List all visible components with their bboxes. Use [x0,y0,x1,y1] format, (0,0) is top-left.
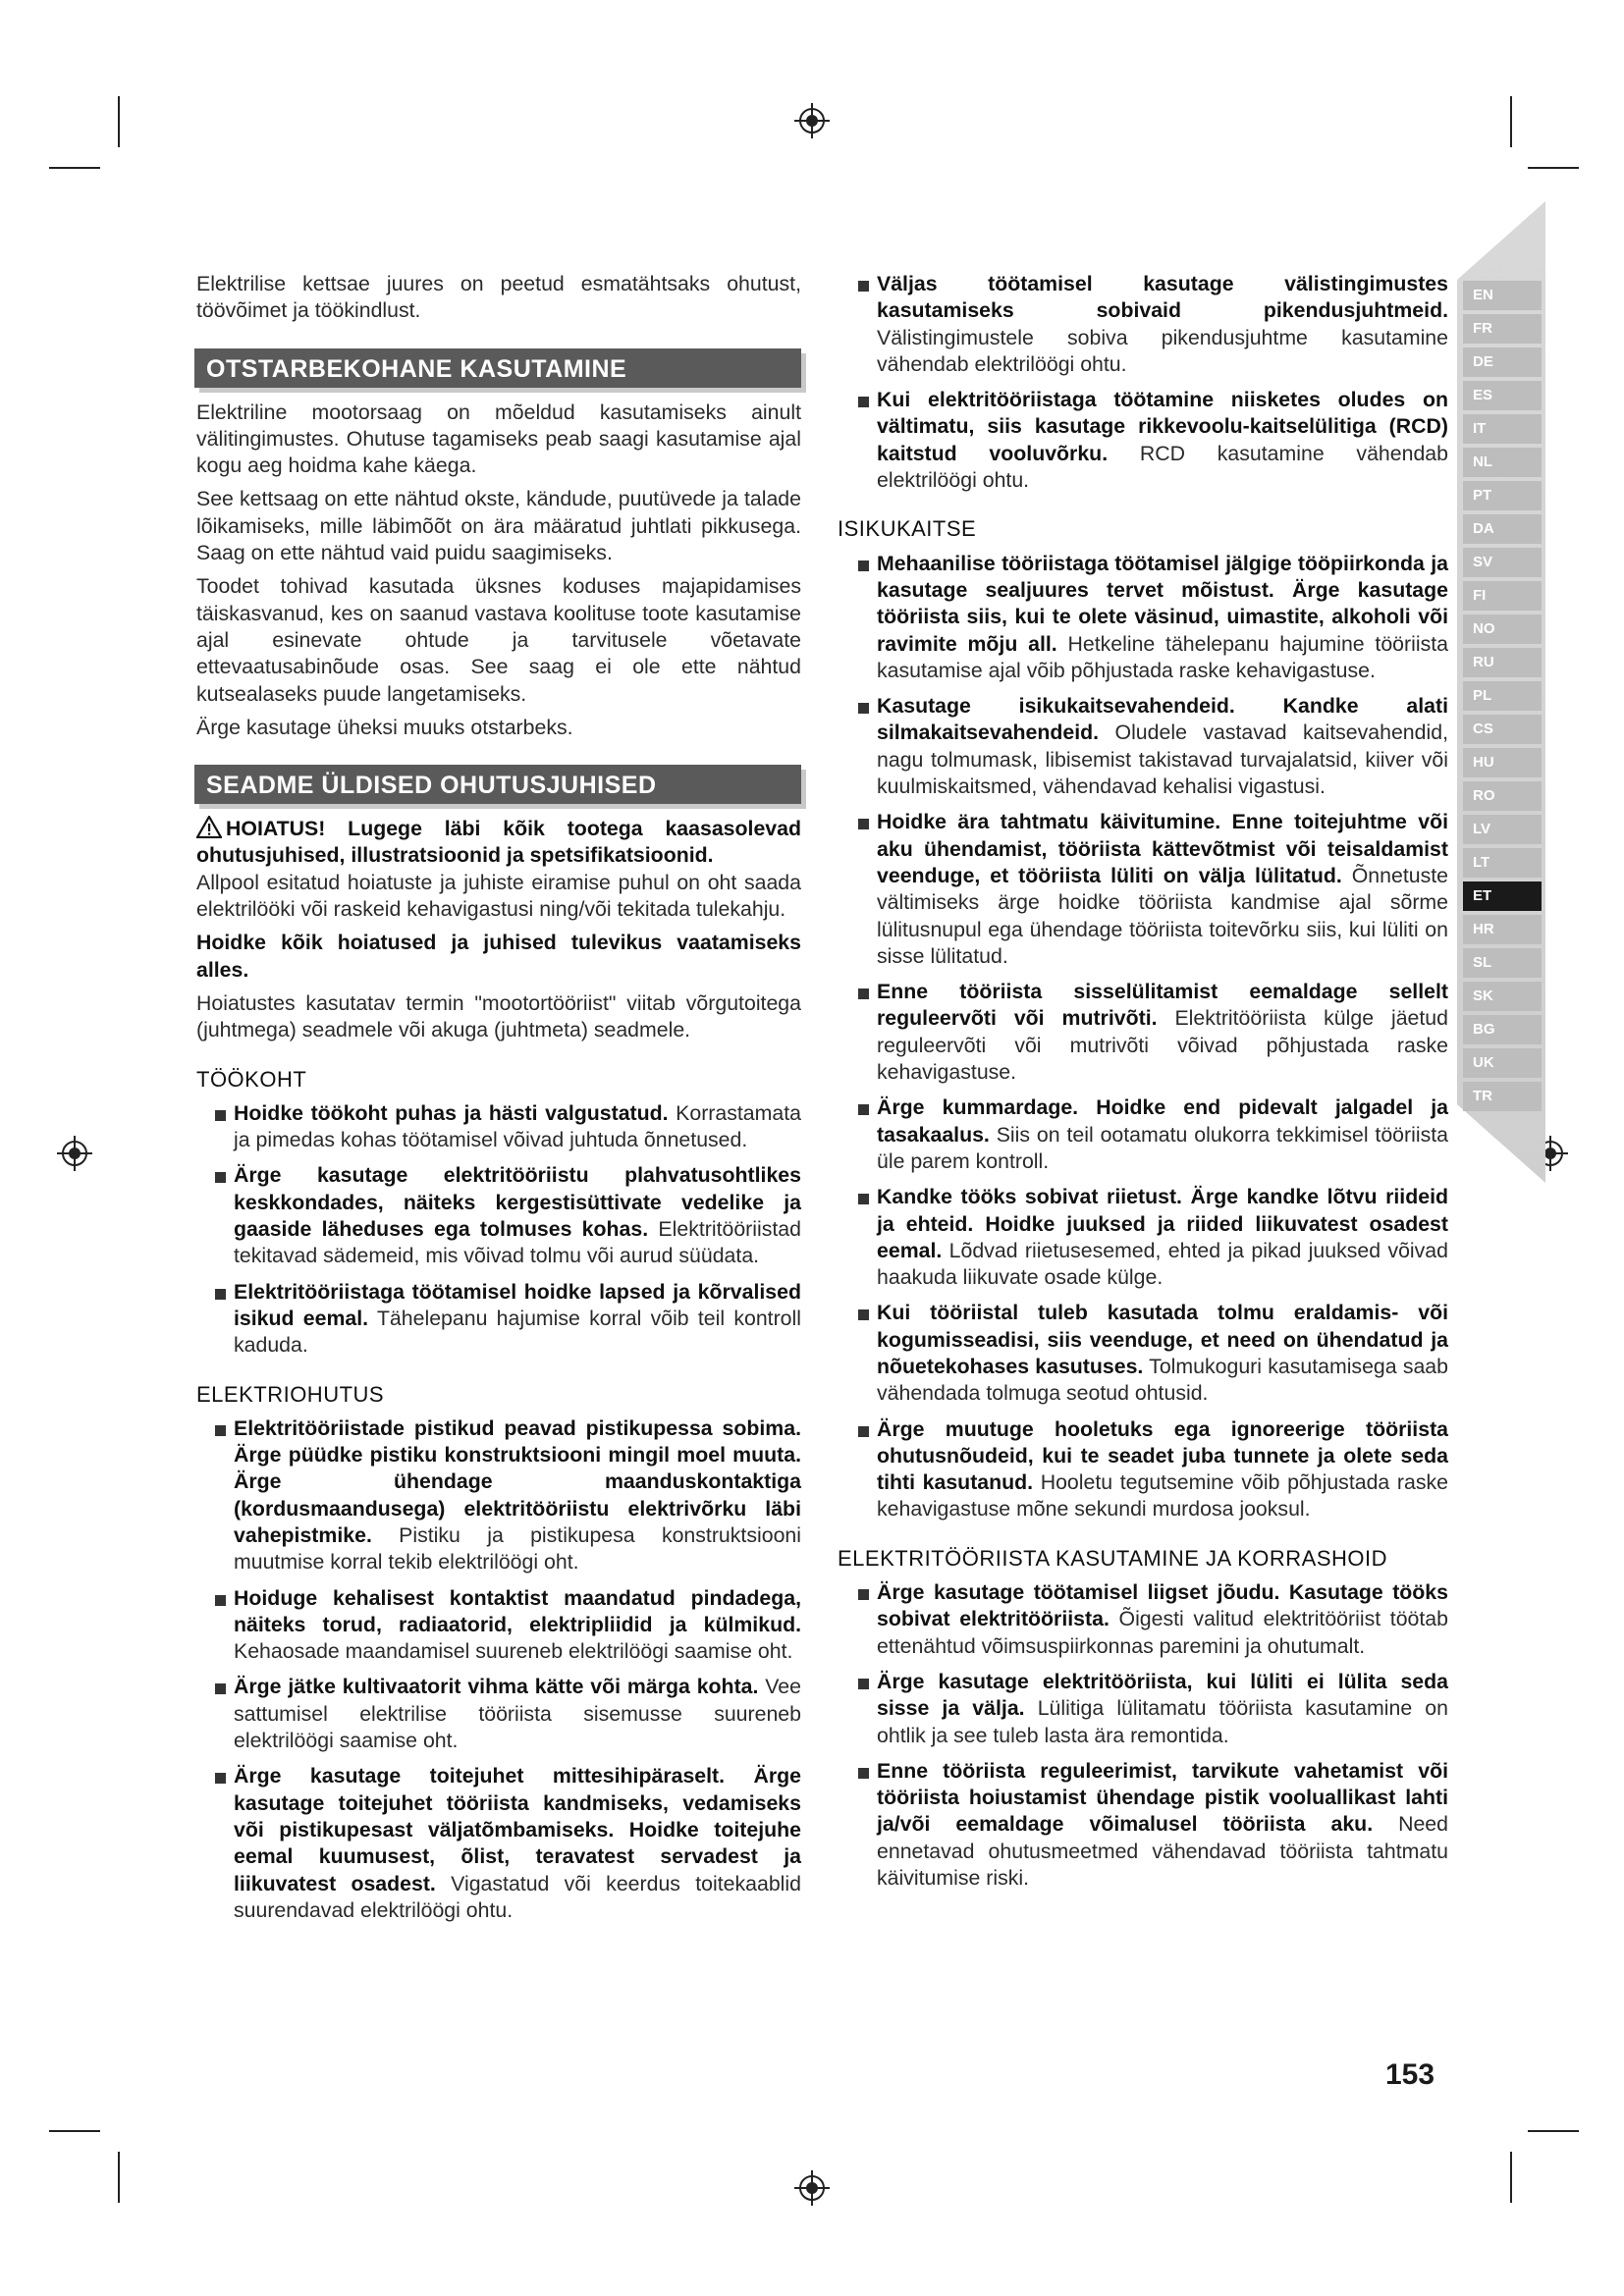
square-bullet-icon [858,1194,869,1204]
list-item-text: RCD kasutamine vähendab elektrilöögi ohtu. [877,441,1448,493]
list-item-bold: Elektritööriistade pistikud peavad pistikupessa sobima. Ärge püüdke pistiku konstruktsiooni mingil moel muuta. Ärge ühendage maanduskontaktiga (kordusmaandusega) elektritööriistu elektrivõrku läbi vahepistmike. [234,1415,801,1547]
language-tab-es[interactable]: ES [1463,381,1542,410]
subheading-tool-use: ELEKTRITÖÖRIISTA KASUTAMINE JA KORRASHOID [838,1545,1388,1571]
square-bullet-icon [858,988,869,999]
list-item-text: Vigastatud või keerdus toitekaablid suurendavad elektrilöögi ohtu. [234,1871,801,1922]
list-item [196,1674,801,1754]
paragraph: Toodet tohivad kasutada üksnes koduses majapidamises täiskasvanud, kes on saanud vastava koolituse toote kasutamise ajal esinevate ohtude ja tarvitusele võetavate ettevaatusabinõude osas. See saag ei ole ette nähtud kutsealaseks puude langetamiseks. [196,574,801,706]
crop-mark [1528,167,1579,169]
language-tab-sl[interactable]: SL [1463,948,1542,978]
list-item-text: Elektritööriista külge jäetud reguleervõti või mutrivõti võivad põhjustada raske kehavigastuse. [877,1006,1448,1085]
subheading-electrical-safety: ELEKTRIOHUTUS [196,1381,385,1407]
list-item-text: Pistiku ja pistikupesa konstruktsiooni muutmise korral tekib elektrilöögi oht. [234,1522,801,1575]
language-tab-it[interactable]: IT [1463,414,1542,444]
language-tab-de[interactable]: DE [1463,347,1542,377]
electrical-list [196,1415,801,1924]
paragraph: Allpool esitatud hoiatuste ja juhiste eiramise puhul on oht saada elektrilööki või raskeid kehavigastusi ning/või tekitada tulekahju. [196,870,801,922]
language-tab-hr[interactable]: HR [1463,915,1542,944]
list-item [196,1763,801,1924]
square-bullet-icon [858,1768,869,1779]
list-item [839,1300,1448,1407]
square-bullet-icon [215,1683,226,1694]
paragraph: Hoiatustes kasutatav termin "mootortööriist" viitab võrgutoitega (juhtmega) seadmele või akuga (juhtmeta) seadmele. [196,990,801,1042]
list-item-text: Hetkeline tähelepanu hajumine tööriista kasutamise ajal võib põhjustada raske kehavigastuse. [877,631,1448,682]
keep-instructions-text: Hoidke kõik hoiatused ja juhised tulevikus vaatamiseks alles. [196,931,801,982]
list-item-bold: Ärge kasutage elektritööriistu plahvatusohtlikes keskkondades, näiteks kergestisüttivate vedelike ja gaaside läheduses ega tolmuses kohas. [234,1163,801,1242]
list-item-text: Õigesti valitud elektritööriist töötab ettenähtud võimsuspiirkonnas paremini ja ohutumalt. [877,1607,1448,1658]
language-tab-hu[interactable]: HU [1463,748,1542,777]
list-item-text: Need ennetavad ohutusmeetmed vähendavad tööriista tahtmatu käivitumise riski. [877,1812,1448,1891]
intro-text: Elektrilise kettsae juures on peetud esmatähtsaks ohutust, töövõimet ja töökindlust. [196,272,801,323]
list-item-text: Õnnetuste vältimiseks ärge hoidke tööriista kandmise ajal sõrme lülitusnupul ega ühendage tööriista toitevõrku siis, kui lüliti on sisse lülitatud. [877,863,1448,968]
list-item [196,1585,801,1666]
left-column [196,271,801,1933]
square-bullet-icon [858,1104,869,1115]
language-tab-uk[interactable]: UK [1463,1048,1542,1078]
language-tab-no[interactable]: NO [1463,614,1542,644]
list-item [839,1184,1448,1291]
crop-mark [1510,2152,1512,2203]
language-tab-tr[interactable]: TR [1463,1082,1542,1111]
registration-mark-icon [794,103,830,138]
list-item [839,979,1448,1086]
language-tab-sv[interactable]: SV [1463,548,1542,577]
language-tab-nl[interactable]: NL [1463,448,1542,477]
list-item [839,693,1448,800]
list-item-text: Elektritööriistad tekitavad sädemeid, mis võivad tolmu või aurud süüdata. [234,1217,801,1268]
square-bullet-icon [215,1172,226,1183]
personal-list [839,551,1448,1523]
workplace-list [196,1100,801,1360]
square-bullet-icon [858,561,869,571]
section-heading-general-safety: SEADME ÜLDISED OHUTUSJUHISED [194,765,801,804]
crop-mark [1510,96,1512,147]
language-tab-ro[interactable]: RO [1463,781,1542,811]
list-item-text: Hooletu tegutsemine võib põhjustada raske kehavigastuse mõne sekundi murdosa jooksul. [877,1470,1448,1522]
list-item-bold: Kandke tööks sobivat riietust. Ärge kandke lõtvu riideid ja ehteid. Hoidke juuksed ja riided liikuvatest osadest eemal. [877,1185,1448,1262]
list-item-bold: Väljas töötamisel kasutage välistingimustes kasutamiseks sobivaid pikendusjuhtmeid. [877,272,1448,323]
square-bullet-icon [858,1679,869,1689]
list-item [839,1095,1448,1175]
language-tab-fr[interactable]: FR [1463,314,1542,344]
crop-mark [118,2152,120,2203]
language-tab-lt[interactable]: LT [1463,848,1542,878]
list-item-text: Korrastamata ja pimedas kohas töötamisel võivad juhtuda õnnetused. [234,1100,801,1152]
list-item-bold: Kasutage isikukaitsevahendeid. Kandke alati silmakaitsevahendeid. [877,694,1448,745]
square-bullet-icon [858,281,869,292]
registration-mark-icon [57,1136,92,1171]
square-bullet-icon [858,1589,869,1600]
list-item [196,1279,801,1360]
language-tab-ru[interactable]: RU [1463,648,1542,677]
list-item-bold: Ärge kasutage elektritööriista, kui lüliti ei lülita seda sisse ja välja. [877,1669,1448,1721]
list-item [839,551,1448,684]
list-item-bold: Enne tööriista reguleerimist, tarvikute vahetamist või tööriista hoiustamist ühendage pistik vooluallikast lahti ja/või eemaldage võimalusel tööriista aku. [877,1758,1448,1837]
warning-heading: HOIATUS! Lugege läbi kõik tootega kaasasolevad ohutusjuhised, illustratsioonid ja spetsifikatsioonid. [196,817,801,868]
square-bullet-icon [215,1110,226,1121]
list-item-text: Vee sattumisel elektrilise tööriista sisemusse suureneb elektrilöögi saamise oht. [234,1675,801,1753]
square-bullet-icon [215,1425,226,1436]
list-item-bold: Ärge kummardage. Hoidke end pidevalt jalgadel ja tasakaalus. [877,1095,1448,1147]
electrical-list-continued [839,271,1448,494]
crop-mark [49,167,100,169]
list-item-bold: Enne tööriista sisselülitamist eemaldage sellelt reguleervõti või mutrivõti. [877,980,1448,1031]
paragraph: See kettsaag on ette nähtud okste, kändude, puutüvede ja talade lõikamiseks, mille läbimõõt on ära määratud juhtlati pikkusega. Saag on ette nähtud vaid puidu saagimiseks. [196,487,801,565]
language-tab-en[interactable]: EN [1463,281,1542,310]
list-item [196,1415,801,1576]
list-item-text: Lõdvad riietusesemed, ehted ja pikad juuksed võivad haakuda liikuvate osade külge. [877,1238,1448,1290]
list-item-bold: Ärge kasutage toitejuhet mittesihipäraselt. Ärge kasutage toitejuhet tööriista kandmiseks, vedamiseks või pistikupesast väljatõmbamiseks. Hoidke toitejuhe eemal kuumusest, õlist, teravatest servadest ja liikuvatest osadest. [234,1764,801,1896]
list-item [196,1162,801,1269]
crop-mark [1528,2130,1579,2132]
language-tab-pl[interactable]: PL [1463,681,1542,711]
language-tab-sk[interactable]: SK [1463,982,1542,1011]
registration-mark-icon [794,2170,830,2206]
crop-mark [49,2130,100,2132]
language-tabs [1463,281,1542,1115]
list-item-bold: Hoidke töökoht puhas ja hästi valgustatud. [234,1100,669,1125]
list-item-bold: Ärge kasutage töötamisel liigset jõudu. Kasutage tööks sobivat elektritööriista. [877,1580,1448,1631]
warning-paragraph [196,816,801,870]
list-item-text: Tolmukoguri kasutamisega saab vähendada tolmuga seotud ohtusid. [877,1354,1448,1406]
tool-use-list [839,1579,1448,1892]
subheading-personal-safety: ISIKUKAITSE [838,516,977,542]
keep-instructions [196,930,801,984]
language-tab-bg[interactable]: BG [1463,1015,1542,1044]
list-item-text: Kehaosade maandamisel suureneb elektrilöögi saamise oht. [234,1639,793,1664]
language-tab-fi[interactable]: FI [1463,581,1542,611]
paragraph: Ärge kasutage üheksi muuks otstarbeks. [196,715,573,739]
list-item-bold: Ärge muutuge hooletuks ega ignoreerige tööriista ohutusnõudeid, kui te seadet juba tunnete ja olete seda tihti kasutanud. [877,1416,1448,1495]
square-bullet-icon [858,1309,869,1320]
section-heading-intended-use: OTSTARBEKOHANE KASUTAMINE [194,348,801,388]
list-item-text: Oludele vastavad kaitsevahendid, nagu tolmumask, libisemist takistavad turvajalatsid, kiiver või kuulmiskaitsmed, vähendavad kehalisi vigastusi. [877,721,1448,799]
list-item-bold: Mehaanilise tööriistaga töötamisel jälgige tööpiirkonda ja kasutage sealjuures tervet mõistust. Ärge kasutage tööriista siis, kui te olete väsinud, uimastite, alkoholi või ravimite mõju all. [877,551,1448,656]
list-item [839,1758,1448,1892]
list-item-text: Siis on teil ootamatu olukorra tekkimisel tööriista üle parem kontroll. [877,1122,1448,1173]
list-item [839,1579,1448,1660]
list-item-bold: Hoiduge kehalisest kontaktist maandatud pindadega, näiteks torud, radiaatorid, elektripliidid ja külmikud. [234,1585,801,1636]
page-number: 153 [1385,2058,1435,2091]
square-bullet-icon [858,397,869,407]
list-item-bold: Elektritööriistaga töötamisel hoidke lapsed ja kõrvalised isikud eemal. [234,1279,801,1330]
warning-triangle-icon [196,816,222,838]
right-column [839,271,1448,1900]
subheading-workplace: TÖÖKOHT [196,1066,307,1092]
list-item [839,1416,1448,1523]
list-item-bold: Kui tööriistal tuleb kasutada tolmu eraldamis- või kogumisseadisi, siis veenduge, et need on ühendatud ja nõuetekohases kasutuses. [877,1301,1448,1378]
list-item-text: Lülitiga lülitamatu tööriista kasutamine on ohtlik ja see tuleb lasta ära remontida. [877,1696,1448,1747]
language-tab-cs[interactable]: CS [1463,715,1542,744]
paragraph: Elektriline mootorsaag on mõeldud kasutamiseks ainult välitingimustes. Ohutuse tagamiseks peab saagi kasutamise ajal kogu aeg hoidma kahe käega. [196,400,801,478]
square-bullet-icon [215,1595,226,1606]
language-tab-lv[interactable]: LV [1463,815,1542,844]
list-item [839,271,1448,378]
list-item [839,387,1448,494]
square-bullet-icon [215,1773,226,1784]
square-bullet-icon [858,703,869,714]
language-tab-da[interactable]: DA [1463,514,1542,544]
list-item-text: Välistingimustele sobiva pikendusjuhtme kasutamine vähendab elektrilöögi ohtu. [877,325,1448,376]
square-bullet-icon [215,1289,226,1300]
square-bullet-icon [858,1426,869,1437]
square-bullet-icon [858,819,869,829]
list-item-bold: Ärge jätke kultivaatorit vihma kätte või märga kohta. [234,1675,759,1699]
list-item-text: Tähelepanu hajumise korral võib teil kontroll kaduda. [234,1306,801,1358]
list-item-bold: Kui elektritööriistaga töötamine niisketes oludes on vältimatu, siis kasutage rikkevoolu-kaitselülitiga (RCD) kaitstud vooluvõrku. [877,388,1448,465]
list-item-bold: Hoidke ära tahtmatu käivitumine. Enne toitejuhtme või aku ühendamist, tööriista kättevõtmist või teisaldamist veenduge, et tööriista lüliti on välja lülitatud. [877,810,1448,887]
list-item [839,809,1448,970]
crop-mark [118,96,120,147]
language-tab-pt[interactable]: PT [1463,481,1542,510]
language-tab-et[interactable]: ET [1463,881,1542,911]
list-item [839,1669,1448,1749]
list-item [196,1100,801,1154]
